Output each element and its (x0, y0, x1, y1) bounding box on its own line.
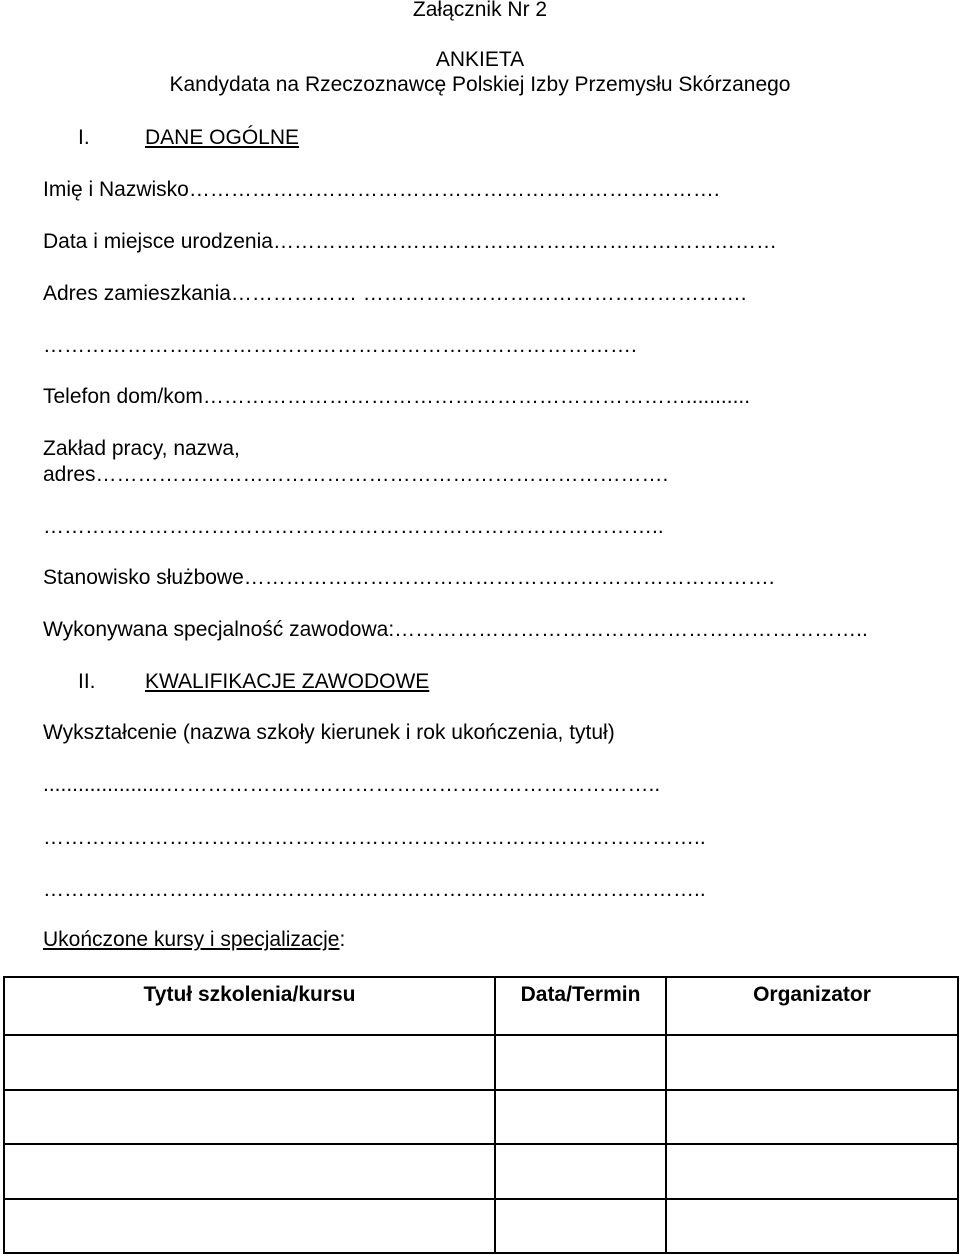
workplace-label-2: adres (43, 463, 96, 486)
courses-table (3, 976, 959, 1254)
birth-row (43, 230, 777, 254)
position-label: Stanowisko służbowe (43, 566, 244, 589)
phone-row (43, 385, 750, 409)
table-cell[interactable] (666, 1035, 958, 1089)
table-cell[interactable] (4, 1199, 495, 1253)
table-cell[interactable] (666, 1090, 958, 1144)
column-header-title: Tytuł szkolenia/kursu (4, 977, 495, 1035)
specialty-label: Wykonywana specjalność zawodowa: (43, 618, 395, 641)
column-header-date: Data/Termin (495, 977, 666, 1035)
address-label: Adres zamieszkania (43, 282, 231, 305)
phone-fill[interactable]: ……………………………………………………………........... (202, 385, 751, 408)
workplace-fill-2[interactable]: …………………………………………………………………………….. (43, 515, 664, 538)
table-row (4, 1199, 958, 1253)
section-2-title: KWALIFIKACJE ZAWODOWE (145, 670, 430, 693)
name-fill[interactable]: …………………………………………………………………. (188, 178, 720, 201)
courses-label: Ukończone kursy i specjalizacje (43, 928, 340, 951)
education-fill-2[interactable]: ………………………………………………………………………………….. (43, 826, 706, 849)
section-1-number: I. (78, 126, 90, 149)
section-2-number: II. (78, 670, 96, 693)
phone-label: Telefon dom/kom (43, 385, 203, 408)
table-cell[interactable] (495, 1144, 666, 1198)
table-row (4, 1090, 958, 1144)
education-fill-3[interactable]: ………………………………………………………………………………….. (43, 878, 706, 901)
workplace-label-1: Zakład pracy, nazwa, (43, 437, 240, 460)
address-row (43, 282, 747, 306)
table-cell[interactable] (4, 1035, 495, 1089)
birth-fill[interactable]: ……………………………………………………………… (272, 230, 777, 253)
position-fill[interactable]: …………………………………………………………………. (243, 566, 775, 589)
column-header-organizer: Organizator (666, 977, 958, 1035)
table-row (4, 1035, 958, 1089)
name-row (43, 178, 720, 202)
table-cell[interactable] (666, 1199, 958, 1253)
courses-label-colon: : (339, 928, 346, 951)
address-fill[interactable]: ……………… ………………………………………………. (230, 282, 747, 305)
table-cell[interactable] (495, 1090, 666, 1144)
education-fill-1[interactable]: .....................…………………………………………………………….. (43, 773, 661, 796)
position-row (43, 566, 775, 590)
workplace-fill[interactable]: ………………………………………………………………………. (95, 463, 669, 486)
table-cell[interactable] (495, 1199, 666, 1253)
education-label: Wykształcenie (nazwa szkoły kierunek i rok ukończenia, tytuł) (43, 721, 615, 744)
table-cell[interactable] (666, 1144, 958, 1198)
name-label: Imię i Nazwisko (43, 178, 189, 201)
address-fill-2[interactable]: …………………………………………………………………………. (43, 334, 637, 357)
courses-header-row (4, 977, 958, 1035)
specialty-row (43, 618, 868, 642)
courses-label-row (43, 928, 345, 952)
form-subtitle: Kandydata na Rzeczoznawcę Polskiej Izby Przemysłu Skórzanego (169, 73, 791, 96)
workplace-row (43, 463, 668, 487)
section-1-title: DANE OGÓLNE (145, 126, 300, 149)
form-title: ANKIETA (435, 48, 525, 71)
attachment-label: Załącznik Nr 2 (412, 0, 548, 21)
table-cell[interactable] (495, 1035, 666, 1089)
birth-label: Data i miejsce urodzenia (43, 230, 273, 253)
table-cell[interactable] (4, 1090, 495, 1144)
specialty-fill[interactable]: ………………………………………………………….. (394, 618, 868, 641)
table-row (4, 1144, 958, 1198)
table-cell[interactable] (4, 1144, 495, 1198)
